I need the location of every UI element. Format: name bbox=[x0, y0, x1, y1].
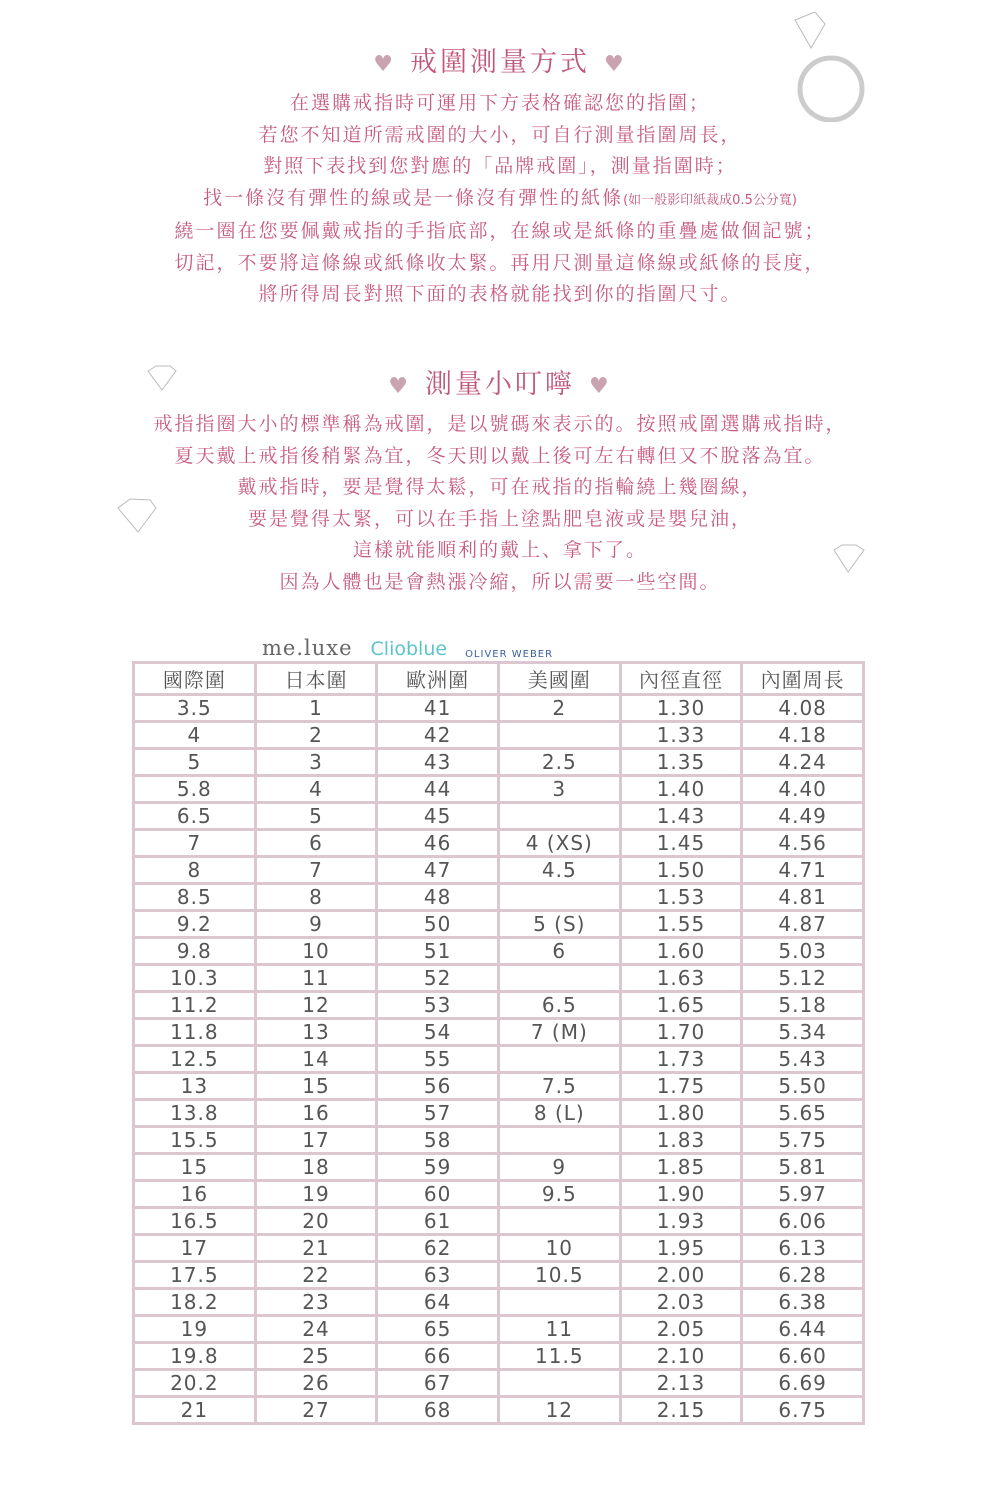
table-cell: 4.81 bbox=[742, 884, 864, 911]
table-cell: 6.06 bbox=[742, 1208, 864, 1235]
table-cell: 12.5 bbox=[134, 1046, 256, 1073]
table-cell bbox=[498, 1370, 620, 1397]
line: 因為人體也是會熱漲冷縮，所以需要一些空間。 bbox=[279, 570, 721, 593]
table-cell: 9.5 bbox=[498, 1181, 620, 1208]
table-cell: 1.73 bbox=[620, 1046, 742, 1073]
table-cell: 13 bbox=[255, 1019, 377, 1046]
table-cell: 5.34 bbox=[742, 1019, 864, 1046]
table-cell: 53 bbox=[377, 992, 499, 1019]
table-cell: 16 bbox=[255, 1100, 377, 1127]
table-cell: 66 bbox=[377, 1343, 499, 1370]
table-cell: 11 bbox=[498, 1316, 620, 1343]
table-cell: 15 bbox=[134, 1154, 256, 1181]
table-cell: 5 (S) bbox=[498, 911, 620, 938]
table-cell: 23 bbox=[255, 1289, 377, 1316]
table-cell: 1.60 bbox=[620, 938, 742, 965]
table-cell: 6.5 bbox=[134, 803, 256, 830]
table-cell: 56 bbox=[377, 1073, 499, 1100]
table-cell: 68 bbox=[377, 1397, 499, 1424]
table-cell: 25 bbox=[255, 1343, 377, 1370]
table-cell: 12 bbox=[255, 992, 377, 1019]
table-cell: 7.5 bbox=[498, 1073, 620, 1100]
table-cell: 45 bbox=[377, 803, 499, 830]
table-cell: 4.56 bbox=[742, 830, 864, 857]
table-cell: 4.18 bbox=[742, 722, 864, 749]
table-cell: 64 bbox=[377, 1289, 499, 1316]
table-cell bbox=[498, 884, 620, 911]
tips-text bbox=[0, 409, 1000, 598]
table-cell: 51 bbox=[377, 938, 499, 965]
table-cell: 1.40 bbox=[620, 776, 742, 803]
table-cell: 17.5 bbox=[134, 1262, 256, 1289]
table-cell: 52 bbox=[377, 965, 499, 992]
heart-icon: ♥ bbox=[373, 52, 396, 77]
table-cell: 4.71 bbox=[742, 857, 864, 884]
table-row bbox=[134, 1181, 864, 1208]
table-cell: 1.45 bbox=[620, 830, 742, 857]
table-cell: 7 bbox=[255, 857, 377, 884]
section-title-measure bbox=[0, 40, 1000, 79]
table-cell: 21 bbox=[255, 1235, 377, 1262]
table-row bbox=[134, 803, 864, 830]
table-cell: 4 bbox=[134, 722, 256, 749]
table-cell: 67 bbox=[377, 1370, 499, 1397]
table-cell: 6.13 bbox=[742, 1235, 864, 1262]
table-cell: 59 bbox=[377, 1154, 499, 1181]
table-cell: 3 bbox=[498, 776, 620, 803]
line: 戴戒指時，要是覺得太鬆，可在戒指的指輪繞上幾圈線， bbox=[237, 476, 763, 498]
table-cell: 5.43 bbox=[742, 1046, 864, 1073]
table-cell: 2.05 bbox=[620, 1316, 742, 1343]
section-title-tips bbox=[0, 362, 1000, 401]
table-row bbox=[134, 776, 864, 803]
table-cell: 6.5 bbox=[498, 992, 620, 1019]
table-row bbox=[134, 938, 864, 965]
table-row bbox=[134, 1316, 864, 1343]
heart-icon: ♥ bbox=[604, 52, 627, 77]
table-row bbox=[134, 830, 864, 857]
table-cell: 47 bbox=[377, 857, 499, 884]
table-cell: 3 bbox=[255, 749, 377, 776]
table-row bbox=[134, 1370, 864, 1397]
table-row bbox=[134, 911, 864, 938]
table-cell: 63 bbox=[377, 1262, 499, 1289]
table-cell: 13.8 bbox=[134, 1100, 256, 1127]
table-cell: 4.49 bbox=[742, 803, 864, 830]
table-cell: 46 bbox=[377, 830, 499, 857]
table-cell: 6.75 bbox=[742, 1397, 864, 1424]
table-cell: 10 bbox=[255, 938, 377, 965]
column-header: 內圍周長 bbox=[742, 663, 864, 695]
table-cell: 6.44 bbox=[742, 1316, 864, 1343]
table-cell: 11 bbox=[255, 965, 377, 992]
column-header: 美國圍 bbox=[498, 663, 620, 695]
table-cell bbox=[498, 1127, 620, 1154]
table-cell: 44 bbox=[377, 776, 499, 803]
table-cell: 5 bbox=[134, 749, 256, 776]
table-cell: 6.28 bbox=[742, 1262, 864, 1289]
table-row bbox=[134, 884, 864, 911]
table-cell: 1.93 bbox=[620, 1208, 742, 1235]
table-cell: 60 bbox=[377, 1181, 499, 1208]
table-cell: 5.8 bbox=[134, 776, 256, 803]
table-cell: 16.5 bbox=[134, 1208, 256, 1235]
line: 這樣就能順利的戴上、拿下了。 bbox=[352, 539, 647, 561]
table-cell: 9.8 bbox=[134, 938, 256, 965]
table-cell: 11.2 bbox=[134, 992, 256, 1019]
table-cell: 1.75 bbox=[620, 1073, 742, 1100]
table-cell: 10.5 bbox=[498, 1262, 620, 1289]
table-cell: 4.40 bbox=[742, 776, 864, 803]
table-cell: 55 bbox=[377, 1046, 499, 1073]
table-cell: 2.03 bbox=[620, 1289, 742, 1316]
table-cell: 9 bbox=[498, 1154, 620, 1181]
table-cell: 26 bbox=[255, 1370, 377, 1397]
table-cell: 1.55 bbox=[620, 911, 742, 938]
table-cell bbox=[498, 965, 620, 992]
table-cell: 1.95 bbox=[620, 1235, 742, 1262]
line: 繞一圈在您要佩戴戒指的手指底部，在線或是紙條的重疊處做個記號； bbox=[174, 220, 826, 242]
table-cell: 1.83 bbox=[620, 1127, 742, 1154]
line-text: 找一條沒有彈性的線或是一條沒有彈性的紙條 bbox=[203, 186, 624, 209]
heart-icon: ♥ bbox=[589, 374, 612, 399]
line bbox=[0, 183, 1000, 217]
line: 切記，不要將這條線或紙條收太緊。再用尺測量這條線或紙條的長度， bbox=[174, 251, 826, 274]
table-cell: 13 bbox=[134, 1073, 256, 1100]
line: 戒指指圈大小的標準稱為戒圍，是以號碼來表示的。按照戒圍選購戒指時， bbox=[153, 413, 847, 435]
table-cell: 48 bbox=[377, 884, 499, 911]
table-cell: 19 bbox=[134, 1316, 256, 1343]
table-cell: 57 bbox=[377, 1100, 499, 1127]
table-cell: 7 bbox=[134, 830, 256, 857]
table-row bbox=[134, 695, 864, 722]
table-cell: 1.90 bbox=[620, 1181, 742, 1208]
line: 將所得周長對照下面的表格就能找到你的指圍尺寸。 bbox=[258, 283, 742, 305]
table-row bbox=[134, 1208, 864, 1235]
measure-instructions bbox=[0, 88, 1000, 311]
table-cell: 65 bbox=[377, 1316, 499, 1343]
table-cell: 15 bbox=[255, 1073, 377, 1100]
table-cell: 2.13 bbox=[620, 1370, 742, 1397]
line: 對照下表找到您對應的「品牌戒圍」，測量指圍時； bbox=[263, 155, 737, 177]
table-cell: 5.65 bbox=[742, 1100, 864, 1127]
table-cell: 5.18 bbox=[742, 992, 864, 1019]
table-cell: 4.5 bbox=[498, 857, 620, 884]
table-cell: 11.5 bbox=[498, 1343, 620, 1370]
table-cell: 20 bbox=[255, 1208, 377, 1235]
table-row bbox=[134, 1046, 864, 1073]
table-cell: 17 bbox=[255, 1127, 377, 1154]
table-cell: 5.03 bbox=[742, 938, 864, 965]
column-header: 歐洲圍 bbox=[377, 663, 499, 695]
column-header: 日本圍 bbox=[255, 663, 377, 695]
ring-size-table bbox=[132, 661, 865, 1425]
table-cell: 9 bbox=[255, 911, 377, 938]
brand-logos bbox=[262, 630, 553, 660]
table-cell: 6.69 bbox=[742, 1370, 864, 1397]
table-cell: 8 (L) bbox=[498, 1100, 620, 1127]
table-cell: 9.2 bbox=[134, 911, 256, 938]
table-cell: 2 bbox=[255, 722, 377, 749]
table-cell: 21 bbox=[134, 1397, 256, 1424]
column-header: 內徑直徑 bbox=[620, 663, 742, 695]
table-row bbox=[134, 1127, 864, 1154]
table-cell: 1.33 bbox=[620, 722, 742, 749]
table-cell: 5.81 bbox=[742, 1154, 864, 1181]
table-cell: 19 bbox=[255, 1181, 377, 1208]
heart-icon: ♥ bbox=[388, 374, 411, 399]
table-cell: 6 bbox=[255, 830, 377, 857]
table-cell: 5.12 bbox=[742, 965, 864, 992]
table-cell: 1.53 bbox=[620, 884, 742, 911]
table-cell: 2.10 bbox=[620, 1343, 742, 1370]
table-cell: 14 bbox=[255, 1046, 377, 1073]
table-row bbox=[134, 1289, 864, 1316]
table-cell: 17 bbox=[134, 1235, 256, 1262]
table-row bbox=[134, 1154, 864, 1181]
line: 在選購戒指時可運用下方表格確認您的指圍； bbox=[289, 92, 710, 114]
title-text: 測量小叮嚀 bbox=[425, 369, 575, 400]
table-cell: 4.08 bbox=[742, 695, 864, 722]
table-cell: 8 bbox=[255, 884, 377, 911]
table-cell: 43 bbox=[377, 749, 499, 776]
table-cell bbox=[498, 1046, 620, 1073]
table-cell: 1.85 bbox=[620, 1154, 742, 1181]
note: (如一般影印紙裁成0.5公分寬) bbox=[623, 192, 797, 208]
table-cell: 1.30 bbox=[620, 695, 742, 722]
table-cell: 18 bbox=[255, 1154, 377, 1181]
table-row bbox=[134, 722, 864, 749]
table-cell: 58 bbox=[377, 1127, 499, 1154]
table-cell: 19.8 bbox=[134, 1343, 256, 1370]
table-cell: 4 bbox=[255, 776, 377, 803]
brand-logo-clioblue: Clioblue bbox=[370, 638, 448, 660]
table-row bbox=[134, 749, 864, 776]
table-cell bbox=[498, 1208, 620, 1235]
table-cell: 24 bbox=[255, 1316, 377, 1343]
table-cell: 42 bbox=[377, 722, 499, 749]
table-cell: 10.3 bbox=[134, 965, 256, 992]
table-cell: 3.5 bbox=[134, 695, 256, 722]
table-row bbox=[134, 1262, 864, 1289]
table-cell: 12 bbox=[498, 1397, 620, 1424]
table-row bbox=[134, 1073, 864, 1100]
line: 若您不知道所需戒圍的大小，可自行測量指圍周長， bbox=[258, 123, 742, 146]
table-cell: 2.00 bbox=[620, 1262, 742, 1289]
table-cell: 1.70 bbox=[620, 1019, 742, 1046]
table-cell bbox=[498, 722, 620, 749]
table-cell: 20.2 bbox=[134, 1370, 256, 1397]
table-row bbox=[134, 1019, 864, 1046]
table-cell: 1 bbox=[255, 695, 377, 722]
brand-logo-meluxe: me.luxe bbox=[262, 636, 353, 660]
table-row bbox=[134, 1100, 864, 1127]
table-row bbox=[134, 1397, 864, 1424]
table-cell: 6.60 bbox=[742, 1343, 864, 1370]
line: 夏天戴上戒指後稍緊為宜，冬天則以戴上後可左右轉但又不脫落為宜。 bbox=[174, 444, 826, 467]
table-cell: 5.97 bbox=[742, 1181, 864, 1208]
table-cell: 6.38 bbox=[742, 1289, 864, 1316]
table-cell: 1.65 bbox=[620, 992, 742, 1019]
table-cell: 27 bbox=[255, 1397, 377, 1424]
table-cell: 5.50 bbox=[742, 1073, 864, 1100]
table-cell: 61 bbox=[377, 1208, 499, 1235]
table-cell bbox=[498, 1289, 620, 1316]
line: 要是覺得太緊，可以在手指上塗點肥皂液或是嬰兒油， bbox=[247, 507, 752, 530]
table-cell: 8 bbox=[134, 857, 256, 884]
table-cell: 54 bbox=[377, 1019, 499, 1046]
table-cell: 10 bbox=[498, 1235, 620, 1262]
table-cell: 1.35 bbox=[620, 749, 742, 776]
table-cell: 18.2 bbox=[134, 1289, 256, 1316]
table-cell: 1.50 bbox=[620, 857, 742, 884]
table-cell: 41 bbox=[377, 695, 499, 722]
table-cell: 1.63 bbox=[620, 965, 742, 992]
table-row bbox=[134, 965, 864, 992]
table-cell: 2.15 bbox=[620, 1397, 742, 1424]
table-cell: 1.80 bbox=[620, 1100, 742, 1127]
table-row bbox=[134, 857, 864, 884]
column-header: 國際圍 bbox=[134, 663, 256, 695]
table-cell: 4 (XS) bbox=[498, 830, 620, 857]
table-cell: 2 bbox=[498, 695, 620, 722]
table-cell: 8.5 bbox=[134, 884, 256, 911]
table-cell: 15.5 bbox=[134, 1127, 256, 1154]
table-cell: 5 bbox=[255, 803, 377, 830]
table-cell: 1.43 bbox=[620, 803, 742, 830]
table-row bbox=[134, 1343, 864, 1370]
table-cell: 6 bbox=[498, 938, 620, 965]
table-cell: 11.8 bbox=[134, 1019, 256, 1046]
table-cell: 2.5 bbox=[498, 749, 620, 776]
table-row bbox=[134, 992, 864, 1019]
title-text: 戒圍測量方式 bbox=[410, 47, 590, 78]
table-cell: 7 (M) bbox=[498, 1019, 620, 1046]
table-header bbox=[134, 663, 864, 695]
brand-logo-oliver-weber: OLIVER WEBER bbox=[465, 649, 554, 660]
table-cell bbox=[498, 803, 620, 830]
table-cell: 50 bbox=[377, 911, 499, 938]
table-cell: 16 bbox=[134, 1181, 256, 1208]
table-cell: 22 bbox=[255, 1262, 377, 1289]
table-row bbox=[134, 1235, 864, 1262]
table-cell: 62 bbox=[377, 1235, 499, 1262]
table-cell: 4.87 bbox=[742, 911, 864, 938]
table-cell: 5.75 bbox=[742, 1127, 864, 1154]
table-cell: 4.24 bbox=[742, 749, 864, 776]
